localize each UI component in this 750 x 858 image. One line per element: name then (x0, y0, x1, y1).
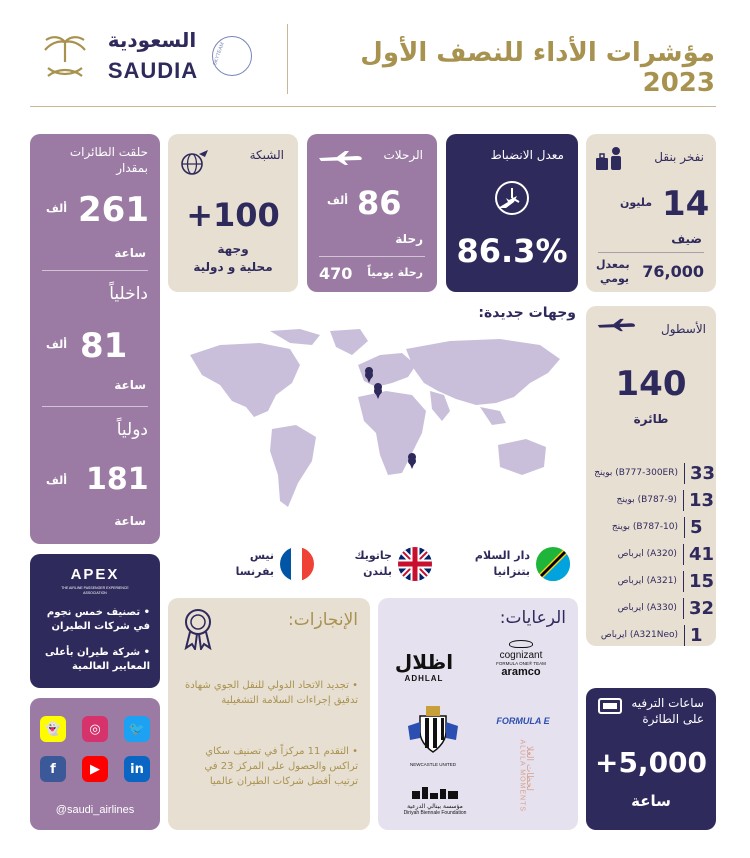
punctuality-card (446, 134, 578, 292)
flight-hours-card (30, 134, 160, 544)
linkedin-icon[interactable]: in (124, 756, 150, 782)
facebook-icon[interactable]: f (40, 756, 66, 782)
entertainment-value: +5,000 (594, 746, 708, 779)
domestic-unit: ألف (46, 338, 68, 351)
alula-logo (504, 739, 544, 820)
fleet-model: ايرباص (A321) (617, 576, 677, 586)
destination-city: نيس (249, 549, 274, 562)
saudia-logo (40, 28, 255, 88)
alula-label: ALULA MOMENTS (518, 739, 526, 813)
plane-icon (596, 318, 636, 332)
twitter-icon[interactable]: 🐦 (124, 716, 150, 742)
fleet-count: 5 (684, 517, 714, 538)
header-divider (287, 24, 288, 94)
guests-daily-label-2: يومي (600, 272, 629, 285)
guests-card (586, 134, 716, 292)
network-title: الشبكة (249, 148, 284, 162)
destination-nice (222, 545, 314, 585)
fleet-count: 33 (684, 463, 714, 484)
network-value: 100+ (186, 196, 280, 234)
flights-daily-label: رحلة يومياً (367, 266, 423, 279)
apex-item-2: • شركة طيران بأعلى المعايير العالمية (45, 647, 150, 672)
flights-title: الرحلات (383, 148, 423, 162)
network-label-2: محلية و دولية (193, 260, 273, 274)
cognizant-logo (490, 640, 552, 694)
guests-daily-value: 76,000 (642, 262, 704, 281)
fleet-row (606, 516, 714, 538)
diriyah-en: Diriyah Biennale Foundation (403, 810, 467, 816)
punctuality-value: 86.3% (456, 232, 568, 270)
fleet-row (606, 597, 714, 619)
flights-label: رحلة (395, 232, 423, 246)
flights-card (307, 134, 437, 292)
domestic-value: 81 (80, 326, 128, 366)
instagram-icon[interactable]: ◎ (82, 716, 108, 742)
flights-unit: ألف (327, 194, 349, 207)
fleet-row (606, 489, 714, 511)
divider (42, 406, 148, 407)
fleet-row (606, 543, 714, 565)
achievements-card (168, 598, 370, 830)
fleet-count: 32 (683, 598, 714, 619)
apex-item-1: • تصنيف خمس نجوم في شركات الطيران (46, 607, 150, 632)
intl-title: دولياً (116, 420, 148, 440)
fleet-row (606, 570, 714, 592)
skyteam-label: SKYTEAM (212, 41, 226, 67)
flight-hours-total-unit: ألف (46, 202, 68, 215)
skyteam-logo (212, 36, 252, 76)
fleet-row (594, 462, 716, 484)
fleet-value: 140 (615, 364, 687, 404)
domestic-title: داخلياً (109, 284, 148, 304)
destination-city: دار السلام (474, 549, 530, 562)
fleet-model: ايرباص (A320) (617, 549, 677, 559)
flight-hours-title: حلقت الطائرات بمقدار (69, 145, 148, 175)
destination-gatwick (340, 545, 432, 585)
divider (319, 256, 425, 257)
intl-unit: ألف (46, 474, 68, 487)
domestic-label: ساعة (114, 378, 146, 392)
newcastle-logo (404, 702, 462, 766)
punctuality-title: معدل الانضباط (490, 148, 564, 162)
fleet-title: الأسطول (661, 322, 706, 336)
clock-plane-icon (492, 178, 532, 218)
cognizant-sub: FORMULA ONE® TEAM (496, 661, 546, 666)
newcastle-crest-icon (404, 702, 462, 758)
fleet-model: ايرباص (A321Neo) (600, 630, 678, 640)
apex-logo: APEX (70, 566, 120, 583)
sponsorships-title: الرعايات: (499, 608, 566, 628)
sponsorships-card (378, 598, 578, 830)
page-title: مؤشرات الأداء للنصف الأول 2023 (360, 38, 715, 98)
destination-dar-es-salaam (460, 545, 570, 585)
adhlal-en: ADHLAL (404, 674, 444, 683)
france-flag-icon (280, 547, 314, 581)
achievements-title: الإنجازات: (288, 610, 358, 630)
destination-city: جاتويك (354, 549, 392, 562)
newcastle-label: NEWCASTLE UNITED (409, 762, 456, 767)
alula-ar: لحظات العلا (524, 746, 534, 791)
fleet-model: ايرباص (A330) (617, 603, 677, 613)
apex-card (30, 554, 160, 688)
aramco-label: aramco (501, 666, 541, 678)
achievements-item-2: • التقدم 11 مركزاً في تصنيف سكاي تراكس والحصول على المركز 23 في ترتيب أفضل شركات الطيران عالميا (204, 746, 358, 787)
mercedes-f1-icon (509, 640, 533, 648)
fleet-model: بوينج (B777-300ER) (594, 468, 678, 478)
snapchat-icon[interactable]: 👻 (40, 716, 66, 742)
palm-swords-icon (40, 32, 90, 84)
intl-value: 181 (86, 462, 149, 497)
divider (598, 252, 704, 253)
fleet-count: 41 (683, 544, 714, 565)
entertainment-title-1: ساعات الترفيه (631, 696, 704, 710)
entertainment-card (586, 688, 716, 830)
youtube-icon[interactable]: ▶ (82, 756, 108, 782)
social-card (30, 698, 160, 830)
award-ribbon-icon (182, 608, 214, 650)
tanzania-flag-icon (536, 547, 570, 581)
passenger-icon (594, 146, 628, 174)
destinations-title: وجهات جديدة: (478, 305, 576, 321)
guests-title: نفخر بنقل (654, 150, 704, 164)
flights-value: 86 (357, 184, 402, 222)
cognizant-label: cognizant (499, 650, 543, 661)
logo-latin: SAUDIA (107, 58, 199, 83)
fleet-model: بوينج (B787-9) (616, 495, 677, 505)
formula-e-logo: FORMULA E (496, 716, 550, 726)
plane-icon (317, 150, 363, 166)
destination-country: بلندن (363, 565, 392, 578)
destination-country: بفرنسا (235, 565, 274, 578)
guests-unit: مليون (620, 196, 653, 209)
logo-arabic: السعودية (107, 28, 197, 52)
fleet-count: 15 (683, 571, 714, 592)
diriyah-ar: مؤسسة بينالي الدرعية (407, 803, 463, 810)
flight-hours-total-value: 261 (78, 190, 149, 230)
fleet-count: 13 (683, 490, 714, 511)
guests-label: ضيف (671, 232, 702, 246)
network-card (168, 134, 298, 292)
flights-daily-value: 470 (319, 264, 353, 283)
flight-hours-total-label: ساعة (114, 246, 146, 260)
fleet-model: بوينج (B787-10) (611, 522, 678, 532)
entertainment-title-2: على الطائرة (642, 712, 704, 726)
adhlal-logo (394, 650, 454, 690)
guests-daily-label-1: بمعدل (596, 258, 630, 271)
achievements-item-1: • تجديد الاتحاد الدولي للنقل الجوي شهادة تدقيق إجراءات السلامة التشغيلية (184, 680, 358, 706)
diriyah-logo (390, 784, 480, 824)
uk-flag-icon (398, 547, 432, 581)
destination-country: بتنزانيا (493, 565, 530, 578)
network-label-1: وجهة (217, 242, 249, 256)
entertainment-label: ساعة (631, 792, 671, 810)
diriyah-mark-icon (412, 787, 458, 799)
fleet-count: 1 (684, 625, 714, 646)
fleet-label: طائرة (633, 412, 669, 426)
adhlal-ar: اظلال (394, 650, 454, 674)
intl-label: ساعة (114, 514, 146, 528)
header-rule (30, 106, 716, 107)
apex-logo-sub: THE AIRLINE PASSENGER EXPERIENCE ASSOCIATION (61, 586, 129, 595)
screen-icon (598, 698, 622, 716)
fleet-row (600, 624, 714, 646)
world-map (180, 325, 580, 525)
divider (42, 270, 148, 271)
social-handle[interactable]: @saudi_airlines (55, 804, 135, 816)
globe-plane-icon (180, 148, 210, 176)
guests-value: 14 (662, 184, 710, 224)
